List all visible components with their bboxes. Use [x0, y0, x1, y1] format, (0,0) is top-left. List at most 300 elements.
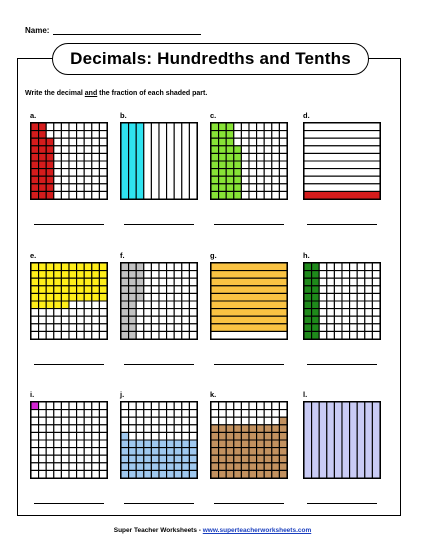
cell	[151, 331, 159, 339]
answer-line[interactable]	[34, 503, 104, 504]
cell	[189, 278, 197, 286]
cell	[136, 301, 144, 309]
cell	[365, 278, 373, 286]
shaded-cell	[99, 278, 107, 286]
cell	[92, 161, 100, 169]
cell	[77, 131, 85, 139]
shaded-cell	[304, 293, 312, 301]
cell	[372, 331, 380, 339]
answer-line[interactable]	[34, 364, 104, 365]
cell	[92, 455, 100, 463]
cell	[54, 169, 62, 177]
cell	[327, 278, 335, 286]
shaded-cell	[182, 463, 190, 471]
cell	[69, 176, 77, 184]
cell	[342, 316, 350, 324]
cell	[279, 138, 287, 146]
cell	[92, 153, 100, 161]
answer-line[interactable]	[214, 364, 284, 365]
cell	[350, 301, 358, 309]
cell	[319, 263, 327, 271]
cell	[226, 402, 234, 410]
cell	[92, 463, 100, 471]
shaded-cell	[69, 286, 77, 294]
cell	[159, 293, 167, 301]
strip	[304, 161, 380, 169]
cell	[46, 417, 54, 425]
cell	[365, 286, 373, 294]
shaded-cell	[182, 470, 190, 478]
shaded-cell	[46, 271, 54, 279]
shaded-cell	[219, 169, 227, 177]
cell	[182, 263, 190, 271]
cell	[327, 271, 335, 279]
cell	[257, 410, 265, 418]
answer-line[interactable]	[124, 364, 194, 365]
answer-line[interactable]	[214, 503, 284, 504]
cell	[279, 131, 287, 139]
cell	[174, 293, 182, 301]
shaded-cell	[99, 263, 107, 271]
cell	[144, 331, 152, 339]
shaded-strip	[211, 324, 287, 332]
shaded-strip	[211, 316, 287, 324]
cell	[31, 470, 39, 478]
cell	[327, 293, 335, 301]
shaded-cell	[121, 440, 129, 448]
cell	[54, 184, 62, 192]
shaded-cell	[69, 271, 77, 279]
answer-line[interactable]	[307, 224, 377, 225]
instructions	[25, 90, 207, 97]
answer-line[interactable]	[124, 224, 194, 225]
cell	[342, 331, 350, 339]
cell	[159, 432, 167, 440]
cell	[31, 417, 39, 425]
cell	[174, 425, 182, 433]
cell	[159, 324, 167, 332]
shaded-cell	[77, 293, 85, 301]
cell	[234, 138, 242, 146]
cell	[144, 410, 152, 418]
shaded-cell	[226, 440, 234, 448]
shaded-cell	[264, 448, 272, 456]
cell	[249, 410, 257, 418]
cell	[54, 440, 62, 448]
footer-link[interactable]: www.superteacherworksheets.com	[202, 527, 312, 534]
cell	[77, 417, 85, 425]
cell	[174, 286, 182, 294]
shaded-cell	[257, 425, 265, 433]
shaded-cell	[46, 293, 54, 301]
cell	[219, 417, 227, 425]
shaded-cell	[39, 169, 47, 177]
name-line[interactable]	[53, 25, 201, 35]
shaded-cell	[182, 448, 190, 456]
cell	[54, 448, 62, 456]
shaded-cell	[219, 131, 227, 139]
cell	[241, 153, 249, 161]
shaded-cell	[129, 309, 137, 317]
shaded-cell	[46, 146, 54, 154]
shaded-cell	[219, 184, 227, 192]
cell	[272, 123, 280, 131]
cell	[61, 448, 69, 456]
shaded-cell	[31, 146, 39, 154]
shaded-cell	[39, 286, 47, 294]
shaded-cell	[92, 286, 100, 294]
cell	[372, 293, 380, 301]
cell	[279, 191, 287, 199]
shaded-cell	[121, 263, 129, 271]
cell	[151, 316, 159, 324]
shaded-cell	[136, 263, 144, 271]
cell	[69, 331, 77, 339]
cell	[159, 402, 167, 410]
cell	[167, 293, 175, 301]
cell	[151, 417, 159, 425]
cell	[249, 146, 257, 154]
cell	[99, 169, 107, 177]
cell	[144, 316, 152, 324]
shaded-cell	[279, 463, 287, 471]
cell	[151, 425, 159, 433]
cell	[257, 169, 265, 177]
instructions-emphasis: and	[84, 90, 98, 97]
cell	[39, 470, 47, 478]
cell	[99, 410, 107, 418]
cell	[61, 324, 69, 332]
footer	[0, 527, 425, 534]
cell	[129, 410, 137, 418]
shaded-cell	[77, 278, 85, 286]
cell	[77, 324, 85, 332]
cell	[241, 176, 249, 184]
cell	[54, 131, 62, 139]
shaded-cell	[69, 293, 77, 301]
cell	[129, 402, 137, 410]
answer-line[interactable]	[307, 503, 377, 504]
hundredths-grid	[210, 401, 288, 479]
shaded-cell	[121, 432, 129, 440]
cell	[264, 146, 272, 154]
shaded-cell	[312, 271, 320, 279]
cell	[54, 316, 62, 324]
shaded-cell	[226, 432, 234, 440]
cell	[189, 331, 197, 339]
cell	[219, 410, 227, 418]
cell	[167, 324, 175, 332]
cell	[327, 331, 335, 339]
cell	[69, 410, 77, 418]
cell	[167, 432, 175, 440]
cell	[241, 191, 249, 199]
cell	[92, 301, 100, 309]
cell	[84, 455, 92, 463]
strip	[304, 131, 380, 139]
cell	[69, 432, 77, 440]
cell	[249, 138, 257, 146]
cell	[174, 271, 182, 279]
answer-line[interactable]	[214, 224, 284, 225]
shaded-cell	[211, 161, 219, 169]
cell	[84, 191, 92, 199]
hundredths-grid	[210, 122, 288, 200]
cell	[46, 440, 54, 448]
shaded-cell	[272, 463, 280, 471]
cell	[241, 146, 249, 154]
cell	[241, 161, 249, 169]
shaded-cell	[31, 131, 39, 139]
cell	[61, 176, 69, 184]
cell	[264, 169, 272, 177]
shaded-cell	[211, 131, 219, 139]
shaded-cell	[174, 455, 182, 463]
shaded-cell	[312, 331, 320, 339]
cell	[151, 293, 159, 301]
cell	[39, 417, 47, 425]
cell	[257, 153, 265, 161]
answer-line[interactable]	[34, 224, 104, 225]
cell	[372, 309, 380, 317]
cell	[211, 402, 219, 410]
shaded-cell	[264, 455, 272, 463]
hundredths-grid	[120, 401, 198, 479]
shaded-cell	[226, 153, 234, 161]
shaded-cell	[84, 278, 92, 286]
cell	[264, 123, 272, 131]
shaded-cell	[219, 123, 227, 131]
shaded-cell	[272, 440, 280, 448]
shaded-cell	[211, 169, 219, 177]
cell	[39, 331, 47, 339]
cell	[151, 271, 159, 279]
cell	[84, 153, 92, 161]
shaded-cell	[121, 331, 129, 339]
problem-label: b.	[120, 111, 127, 120]
cell	[61, 425, 69, 433]
cell	[189, 309, 197, 317]
cell	[61, 417, 69, 425]
cell	[182, 278, 190, 286]
cell	[365, 331, 373, 339]
cell	[167, 410, 175, 418]
shaded-strip	[372, 402, 380, 478]
shaded-cell	[312, 278, 320, 286]
cell	[31, 455, 39, 463]
shaded-cell	[54, 286, 62, 294]
tenths-grid	[303, 401, 381, 479]
shaded-cell	[174, 470, 182, 478]
cell	[77, 184, 85, 192]
cell	[84, 301, 92, 309]
cell	[272, 417, 280, 425]
shaded-cell	[99, 271, 107, 279]
shaded-strip	[211, 278, 287, 286]
cell	[61, 309, 69, 317]
cell	[144, 425, 152, 433]
cell	[365, 263, 373, 271]
cell	[334, 309, 342, 317]
shaded-cell	[46, 263, 54, 271]
shaded-cell	[257, 440, 265, 448]
cell	[182, 425, 190, 433]
cell	[136, 309, 144, 317]
shaded-cell	[84, 271, 92, 279]
cell	[234, 123, 242, 131]
shaded-cell	[92, 271, 100, 279]
cell	[31, 331, 39, 339]
cell	[61, 463, 69, 471]
cell	[334, 271, 342, 279]
shaded-cell	[182, 440, 190, 448]
shaded-cell	[39, 146, 47, 154]
cell	[39, 309, 47, 317]
cell	[249, 161, 257, 169]
strip	[211, 331, 287, 339]
cell	[357, 331, 365, 339]
shaded-strip	[319, 402, 327, 478]
cell	[327, 324, 335, 332]
cell	[257, 123, 265, 131]
cell	[159, 309, 167, 317]
cell	[350, 293, 358, 301]
worksheet-title-text: Decimals: Hundredths and Tenths	[70, 49, 351, 68]
shaded-cell	[92, 278, 100, 286]
shaded-cell	[272, 448, 280, 456]
shaded-cell	[31, 176, 39, 184]
cell	[249, 191, 257, 199]
cell	[136, 432, 144, 440]
shaded-cell	[174, 463, 182, 471]
shaded-strip	[129, 123, 137, 199]
cell	[182, 301, 190, 309]
shaded-cell	[167, 448, 175, 456]
cell	[54, 417, 62, 425]
cell	[241, 131, 249, 139]
cell	[144, 301, 152, 309]
strip	[182, 123, 190, 199]
cell	[69, 402, 77, 410]
cell	[92, 123, 100, 131]
cell	[84, 440, 92, 448]
cell	[69, 169, 77, 177]
cell	[272, 176, 280, 184]
strip	[304, 184, 380, 192]
answer-line[interactable]	[124, 503, 194, 504]
cell	[99, 184, 107, 192]
cell	[31, 324, 39, 332]
cell	[334, 331, 342, 339]
shaded-strip	[211, 293, 287, 301]
strip	[174, 123, 182, 199]
cell	[342, 324, 350, 332]
shaded-cell	[257, 470, 265, 478]
cell	[272, 146, 280, 154]
cell	[189, 316, 197, 324]
cell	[167, 402, 175, 410]
shaded-cell	[46, 191, 54, 199]
cell	[69, 131, 77, 139]
cell	[84, 176, 92, 184]
shaded-cell	[39, 293, 47, 301]
strip	[304, 176, 380, 184]
shaded-cell	[167, 470, 175, 478]
shaded-cell	[136, 271, 144, 279]
shaded-cell	[219, 146, 227, 154]
cell	[167, 301, 175, 309]
answer-line[interactable]	[307, 364, 377, 365]
cell	[189, 301, 197, 309]
cell	[61, 169, 69, 177]
shaded-cell	[241, 440, 249, 448]
cell	[69, 123, 77, 131]
cell	[77, 440, 85, 448]
cell	[61, 470, 69, 478]
shaded-cell	[84, 263, 92, 271]
shaded-cell	[121, 324, 129, 332]
cell	[99, 425, 107, 433]
cell	[69, 316, 77, 324]
shaded-cell	[99, 286, 107, 294]
cell	[365, 324, 373, 332]
cell	[182, 286, 190, 294]
cell	[84, 169, 92, 177]
problem-label: d.	[303, 111, 310, 120]
shaded-cell	[211, 448, 219, 456]
cell	[54, 455, 62, 463]
cell	[99, 138, 107, 146]
cell	[77, 161, 85, 169]
shaded-cell	[264, 463, 272, 471]
cell	[182, 293, 190, 301]
shaded-cell	[219, 448, 227, 456]
cell	[61, 410, 69, 418]
cell	[136, 324, 144, 332]
cell	[84, 184, 92, 192]
shaded-cell	[54, 263, 62, 271]
shaded-cell	[312, 324, 320, 332]
shaded-cell	[151, 440, 159, 448]
cell	[350, 331, 358, 339]
cell	[77, 470, 85, 478]
shaded-cell	[46, 184, 54, 192]
strip	[304, 169, 380, 177]
shaded-strip	[342, 402, 350, 478]
shaded-cell	[211, 138, 219, 146]
shaded-cell	[151, 463, 159, 471]
shaded-cell	[46, 169, 54, 177]
cell	[249, 184, 257, 192]
shaded-cell	[121, 470, 129, 478]
shaded-cell	[234, 425, 242, 433]
shaded-cell	[264, 425, 272, 433]
shaded-cell	[226, 455, 234, 463]
shaded-cell	[144, 440, 152, 448]
shaded-cell	[312, 286, 320, 294]
shaded-cell	[234, 432, 242, 440]
shaded-cell	[226, 123, 234, 131]
cell	[182, 417, 190, 425]
shaded-cell	[39, 131, 47, 139]
cell	[174, 309, 182, 317]
strip	[167, 123, 175, 199]
cell	[264, 138, 272, 146]
tenths-grid	[303, 122, 381, 200]
shaded-cell	[241, 425, 249, 433]
cell	[189, 263, 197, 271]
cell	[77, 301, 85, 309]
